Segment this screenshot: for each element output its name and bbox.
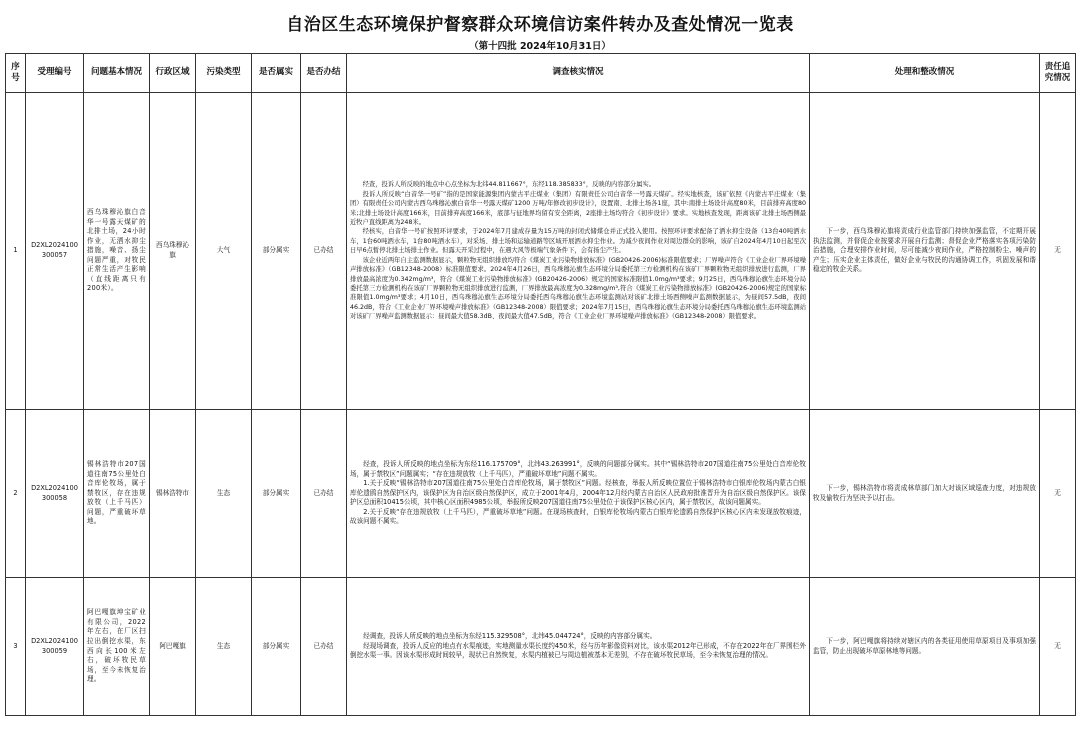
cell-verified: 部分属实 (252, 578, 301, 716)
cell-type: 生态 (196, 578, 252, 716)
cell-type: 大气 (196, 93, 252, 410)
case-table (5, 53, 1076, 716)
cell-verified: 部分属实 (252, 93, 301, 410)
cell-problem: 西乌珠穆沁旗白音华一号露天煤矿的北排土场，24小时作业，无洒水抑尘措施，噪音、扬尘问题严重，对牧民正常生活产生影响（直线距离只有200米）。 (84, 93, 150, 410)
document-title: 自治区生态环境保护督察群众环境信访案件转办及查处情况一览表 (286, 15, 794, 35)
cell-id: D2XL2024100300057 (26, 93, 84, 410)
investigation-paragraph: 投诉人所反映“白音华一号矿”指的是国家能源集团内蒙古平庄煤业（集团）有限责任公司白音华一号露天煤矿。经实地核查，该矿依照《内蒙古平庄煤业（集团）有限责任公司内蒙古西乌珠穆沁旗白音华一号露天煤矿1200 万吨/年修改初步设计》，设置南、北排土场各1座，其中:南排土场设计高度80米，目前排弃高度80米;北排土场设计高度166米，目前排弃高度166米，底部与征地界均留有安全距离，2座排土场均符合《初步设计》要求。实地核查发现，距离该矿北排土场西侧最近牧户直线距离为248米。 (350, 190, 806, 226)
header-verified: 是否属实 (252, 54, 301, 93)
cell-type: 生态 (196, 410, 252, 578)
cell-investigation (347, 578, 810, 716)
table-row (6, 93, 1076, 410)
header-row (6, 54, 1076, 93)
cell-verified: 部分属实 (252, 410, 301, 578)
cell-region: 西乌珠穆沁旗 (150, 93, 196, 410)
cell-seq: 2 (6, 410, 26, 578)
investigation-paragraph: 经现场调查，投诉人反应的地点有水渠痕迹，实地测量水渠长度约450米，经与历年影像资料对比，该水渠2012年已形成，不存在2022年在厂界围栏外倒挖水渠一事。因该水渠形成时间较早，现状已自然恢复，水渠内植被已与周边植被基本无差别，不存在破坏牧民草场，至今未恢复治理的情况。 (350, 641, 806, 660)
investigation-paragraph: 经查，投诉人所反映的地点中心点坐标为北纬44.811667°，东经118.385833°，反映的内容部分属实。 (362, 181, 656, 189)
investigation-paragraph: 经核实，白音华一号矿按照环评要求，于2024年7月建成存量为15万吨的封闭式储煤仓并正式投入使用。按照环评要求配备了洒水抑尘设备（13台40吨洒水车，1台60吨洒水车，1台80吨洒水车），对采场、排土场和运输道路等区域开展洒水抑尘作业。为减少夜间作业对周边群众的影响，该矿自2024年4月10日起至次日早6点暂停北排土场排土作业。但露天开采过程中，在遇大风等极端气象条件下，会有扬尘产生。 (350, 228, 806, 255)
cell-id: D2XL2024100300059 (26, 578, 84, 716)
header-problem: 问题基本情况 (84, 54, 150, 93)
header-handling: 处理和整改情况 (810, 54, 1040, 93)
cell-handling: 下一步，阿巴嘎旗将持续对辖区内的各类征用使用草原项目及事项加强监管，防止出现破坏草原林地等问题。 (810, 578, 1040, 716)
cell-handling: 下一步，西乌珠穆沁旗将责成行业监管部门持续加强监管，不定期开展执法监测，并督促企业按要求开展自行监测；督促企业严格落实各项污染防治措施，合理安排作业时间，尽可能减少夜间作业，严格控制粉尘、噪声的产生；压实企业主体责任，做好企业与牧民的沟通协调工作，巩固发展和谐稳定的牧企关系。 (810, 93, 1040, 410)
investigation-paragraph: 1.关于反映“锡林浩特市207国道往南75公里处白音库伦牧场，属于禁牧区”问题。经核查，举报人所反映位置位于锡林浩特市白银库伦牧场内蒙古白银库伦遗鸥自然保护区内，该保护区为自治区级自然保护区，成立于2001年4月，2004年12月经内蒙古自治区人民政府批准晋升为自治区级自然保护区。该保护区总面积10415公顷，其中核心区面积4985公顷，举报所反映207国道往南75公里处位于该保护区核心区内，属于禁牧区，故该问题属实。 (350, 479, 806, 507)
cell-seq: 1 (6, 93, 26, 410)
cell-investigation (347, 93, 810, 410)
cell-handling: 下一步，锡林浩特市将责成林草部门加大对该区域巡查力度，对违规放牧及偷牧行为坚决予以打击。 (810, 410, 1040, 578)
document-subtitle: （第十四批 2024年10月31日） (469, 41, 611, 52)
cell-investigation (347, 410, 810, 578)
header-region: 行政区域 (150, 54, 196, 93)
cell-closed: 已办结 (301, 93, 347, 410)
cell-id: D2XL2024100300058 (26, 410, 84, 578)
table-row (6, 578, 1076, 716)
investigation-paragraph: 该企业近两年自主监测数据显示，颗粒物无组织排放均符合《煤炭工业污染物排放标准》(GB20426-2006)标准限值要求；厂界噪声符合《工业企业厂界环境噪声排放标准》（GB12348-2008）标准限值要求。2024年4月26日，西乌珠穆沁旗生态环境分局委托第三方检测机构在该矿厂界颗粒物无组织排放进行监测，厂界排放最高浓度为0.342mg/m³，符合《煤炭工业污染物排放标准》(GB20426-2006）规定的国家标准限值1.0mg/m³要求；9月25日，西乌珠穆沁旗生态环境分局委托第三方检测机构在该矿厂界颗粒物无组织排放进行监测，厂界排放最高浓度为0.328mg/m³,符合《煤炭工业污染物排放标准》(GB20426-2006)规定的国家标准限值1.0mg/m³要求；4月10日，西乌珠穆沁旗生态环境分局委托西乌珠穆沁旗生态环境监测站对该矿北排土场西侧噪声监测数据显示，为昼间57.5dB，夜间46.2dB，符合《工业企业厂界环境噪声排放标准》（GB12348-2008）限值要求；2024年7月15日，西乌珠穆沁旗生态环境分局委托西乌珠穆沁旗生态环境监测站对该矿厂界噪声监测数据显示：昼间最大值58.3dB、夜间最大值47.5dB，符合《工业企业厂界环境噪声排放标准》（GB12348-2008）限值要求。 (350, 256, 806, 321)
investigation-paragraph: 2.关于反映“存在违规放牧（上千马匹），严重破坏草地”问题。在现场核查时，白银库伦牧场内蒙古白银库伦遗鸥自然保护区核心区内未发现放牧痕迹，故该问题不属实。 (350, 507, 806, 526)
header-id: 受理编号 (26, 54, 84, 93)
cell-closed: 已办结 (301, 578, 347, 716)
header-closed: 是否办结 (301, 54, 347, 93)
cell-region: 阿巴嘎旗 (150, 578, 196, 716)
cell-accountability: 无 (1040, 578, 1076, 716)
header-seq: 序号 (6, 54, 26, 93)
cell-closed: 已办结 (301, 410, 347, 578)
cell-accountability: 无 (1040, 93, 1076, 410)
header-type: 污染类型 (196, 54, 252, 93)
header-accountability: 责任追究情况 (1040, 54, 1076, 93)
cell-region: 锡林浩特市 (150, 410, 196, 578)
header-investigation: 调查核实情况 (347, 54, 810, 93)
cell-accountability: 无 (1040, 410, 1076, 578)
investigation-paragraph: 经调查，投诉人所反映的地点坐标为东经115.329508°，北纬45.044724°，反映的内容部分属实。 (363, 632, 657, 641)
table-row (6, 410, 1076, 578)
cell-problem: 阿巴嘎旗坤宝矿业有限公司，2022年左右，在厂区扫拉出倒挖水渠，东西向长100米左右，破坏牧民草场，至今未恢复治理。 (84, 578, 150, 716)
cell-problem: 锡林浩特市207国道往南75公里处白音库伦牧场，属于禁牧区，存在违规放牧（上千马匹）问题，严重破坏草地。 (84, 410, 150, 578)
investigation-paragraph: 经查，投诉人所反映的地点坐标为东经116.175709°，北纬43.263991°，反映的问题部分属实。其中“锡林浩特市207国道往南75公里处白音库伦牧场，属于禁牧区”问题属实；“存在违规放牧（上千马匹），严重破坏草地”问题不属实。 (350, 460, 806, 478)
cell-seq: 3 (6, 578, 26, 716)
